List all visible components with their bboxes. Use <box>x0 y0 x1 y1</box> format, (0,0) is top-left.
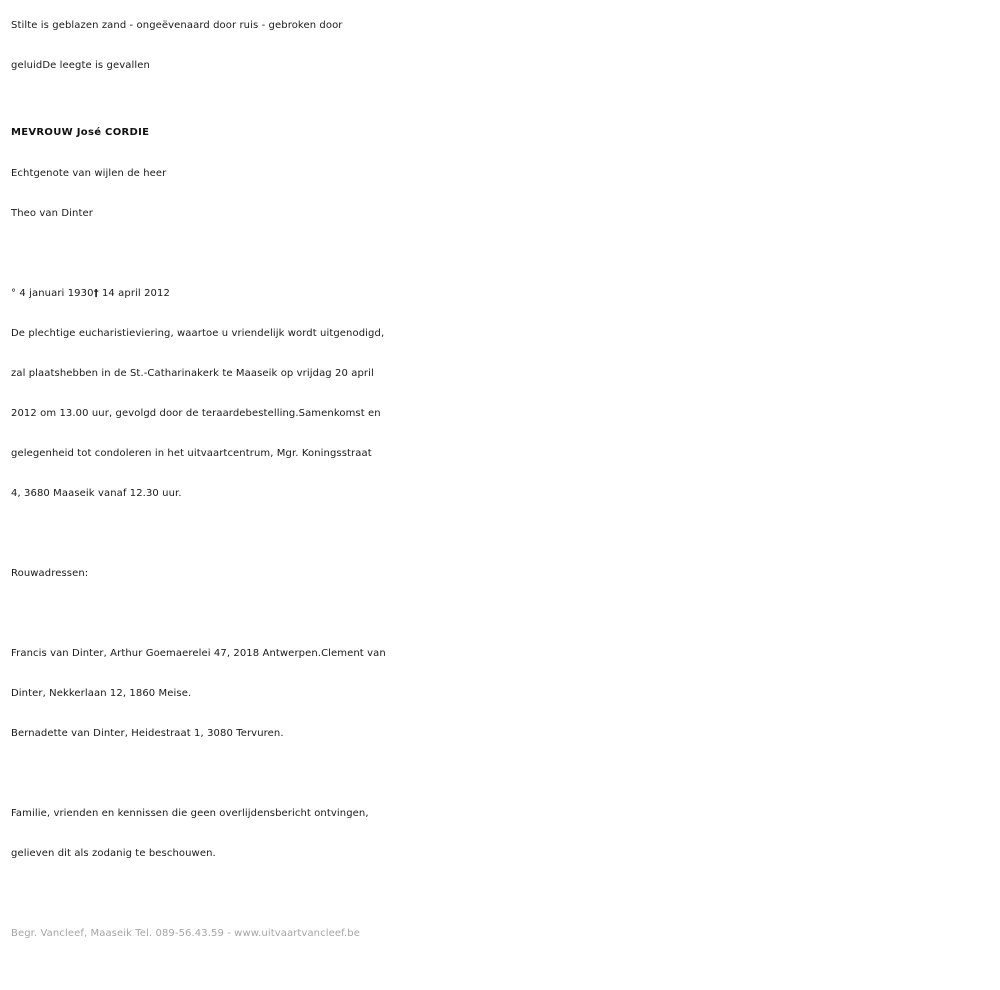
ceremony-line-4: gelegenheid tot condoleren in het uitvaartcentrum, Mgr. Koningsstraat <box>11 448 372 459</box>
ceremony-line-2: zal plaatshebben in de St.-Catharinakerk te Maaseik op vrijdag 20 april <box>11 368 374 379</box>
closing-line-1: Familie, vrienden en kennissen die geen overlijdensbericht ontvingen, <box>11 808 369 819</box>
closing-line-2: gelieven dit als zodanig te beschouwen. <box>11 848 216 859</box>
cross-icon: † <box>93 288 99 299</box>
spacer <box>11 594 991 634</box>
relation-line-1: Echtgenote van wijlen de heer <box>11 168 167 179</box>
address-line-1: Francis van Dinter, Arthur Goemaerelei 47, 2018 Antwerpen.Clement van <box>11 648 386 659</box>
address-line-2: Dinter, Nekkerlaan 12, 1860 Meise. <box>11 688 192 699</box>
relation-line-2: Theo van Dinter <box>11 208 93 219</box>
ceremony-line-5: 4, 3680 Maaseik vanaf 12.30 uur. <box>11 488 182 499</box>
spacer <box>11 514 991 554</box>
spacer <box>11 874 991 914</box>
addresses-heading: Rouwadressen: <box>11 568 89 579</box>
funeral-home-footer: Begr. Vancleef, Maaseik Tel. 089-56.43.59 - www.uitvaartvancleef.be <box>11 928 360 939</box>
deceased-name: MEVROUW José CORDIE <box>11 127 150 138</box>
life-dates <box>11 274 991 314</box>
spacer <box>11 86 991 112</box>
obituary-notice <box>11 6 991 954</box>
address-line-3: Bernadette van Dinter, Heidestraat 1, 3080 Tervuren. <box>11 728 284 739</box>
ceremony-line-1: De plechtige eucharistieviering, waartoe u vriendelijk wordt uitgenodigd, <box>11 328 385 339</box>
spacer <box>11 754 991 794</box>
spacer <box>11 234 991 274</box>
ceremony-line-3: 2012 om 13.00 uur, gevolgd door de teraardebestelling.Samenkomst en <box>11 408 381 419</box>
poem-line-2: geluidDe leegte is gevallen <box>11 60 150 71</box>
birth-date: ° 4 januari 1930 <box>11 288 94 299</box>
death-date: 14 april 2012 <box>98 288 170 299</box>
poem-line-1: Stilte is geblazen zand - ongeëvenaard door ruis - gebroken door <box>11 20 343 31</box>
